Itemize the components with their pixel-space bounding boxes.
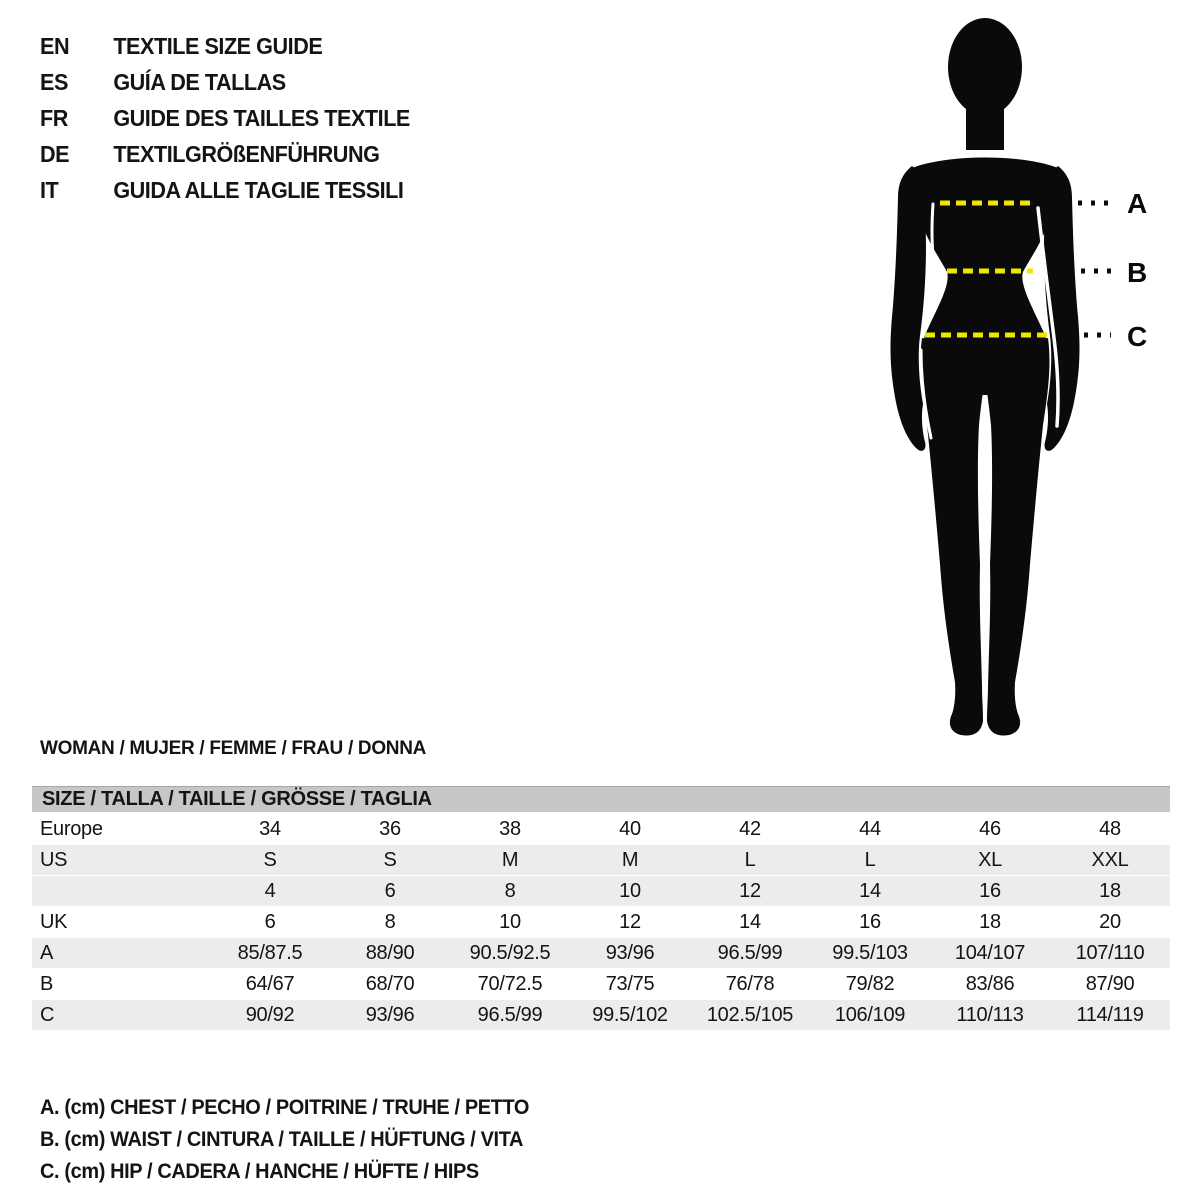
language-code: ES — [40, 68, 68, 95]
size-value: 12 — [619, 911, 641, 933]
language-title-list — [40, 28, 410, 208]
size-value: 93/96 — [365, 1004, 415, 1026]
size-value: M — [501, 849, 519, 871]
size-value: 83/86 — [965, 973, 1015, 995]
size-table-header: SIZE / TALLA / TAILLE / GRÖSSE / TAGLIA — [32, 786, 1170, 812]
size-value: 96.5/99 — [477, 1004, 543, 1026]
size-value: 14 — [739, 911, 761, 933]
woman-silhouette-figure — [855, 8, 1185, 743]
marker-label-c: C — [1127, 321, 1148, 352]
language-row — [40, 100, 410, 136]
woman-silhouette — [891, 18, 1080, 735]
size-value: 107/110 — [1075, 942, 1145, 964]
table-row — [32, 876, 1170, 906]
table-row — [32, 845, 1170, 875]
row-label: C — [40, 1004, 55, 1026]
language-code: EN — [40, 32, 70, 59]
size-value: 106/109 — [834, 1004, 906, 1026]
size-value: 110/113 — [956, 1004, 1024, 1026]
guide-title: TEXTILGRÖßENFÜHRUNG — [113, 140, 380, 167]
size-value: 104/107 — [954, 942, 1026, 964]
table-row — [32, 938, 1170, 968]
size-value: L — [864, 849, 876, 871]
size-value: XXL — [1091, 849, 1129, 871]
size-value: 8 — [504, 880, 516, 902]
size-value: 36 — [379, 818, 401, 840]
guide-title: GUIDA ALLE TAGLIE TESSILI — [113, 176, 404, 203]
size-value: 85/87.5 — [237, 942, 303, 964]
language-row — [40, 172, 410, 208]
size-value: 73/75 — [605, 973, 655, 995]
language-code: DE — [40, 140, 70, 167]
size-value: 20 — [1099, 911, 1121, 933]
language-row — [40, 64, 410, 100]
size-value: 99.5/102 — [592, 1004, 668, 1026]
size-value: 79/82 — [845, 973, 895, 995]
size-value: 64/67 — [245, 973, 295, 995]
size-value: 40 — [619, 818, 641, 840]
size-value: 16 — [859, 911, 881, 933]
row-label — [32, 876, 210, 906]
size-value: 76/78 — [725, 973, 775, 995]
row-label: B — [40, 973, 54, 995]
legend-line-waist: B. (cm) WAIST / CINTURA / TAILLE / HÜFTUNG / VITA — [40, 1128, 524, 1151]
size-table — [32, 786, 1170, 1030]
row-label: US — [40, 849, 68, 871]
size-value: 6 — [384, 880, 396, 902]
size-value: 8 — [384, 911, 396, 933]
table-row — [32, 814, 1170, 844]
size-value: 4 — [264, 880, 276, 902]
size-value: 114/119 — [1076, 1004, 1144, 1026]
size-value: M — [621, 849, 639, 871]
language-row — [40, 136, 410, 172]
size-value: 38 — [499, 818, 521, 840]
size-value: 34 — [259, 818, 281, 840]
marker-label-b: B — [1127, 257, 1148, 288]
size-value: 18 — [979, 911, 1001, 933]
size-value: 10 — [499, 911, 521, 933]
size-value: 90.5/92.5 — [469, 942, 551, 964]
legend-line-chest: A. (cm) CHEST / PECHO / POITRINE / TRUHE / PETTO — [40, 1096, 530, 1119]
size-value: 18 — [1099, 880, 1121, 902]
legend-line-hip: C. (cm) HIP / CADERA / HANCHE / HÜFTE / HIPS — [40, 1160, 479, 1183]
size-value: 48 — [1099, 818, 1121, 840]
guide-title: TEXTILE SIZE GUIDE — [113, 32, 323, 59]
size-value: 87/90 — [1085, 973, 1135, 995]
size-value: 88/90 — [365, 942, 415, 964]
size-value: 42 — [739, 818, 761, 840]
row-label: A — [40, 942, 54, 964]
row-label: UK — [40, 911, 68, 933]
size-value: 96.5/99 — [717, 942, 783, 964]
size-value: L — [744, 849, 756, 871]
guide-title: GUÍA DE TALLAS — [113, 68, 286, 95]
marker-label-a: A — [1127, 188, 1148, 219]
language-code: IT — [40, 176, 59, 203]
size-value: 90/92 — [245, 1004, 295, 1026]
size-value: S — [263, 849, 277, 871]
size-value: 102.5/105 — [706, 1004, 794, 1026]
table-row — [32, 969, 1170, 999]
size-value: S — [383, 849, 397, 871]
guide-title: GUIDE DES TAILLES TEXTILE — [113, 104, 410, 131]
table-row — [32, 1000, 1170, 1030]
size-value: XL — [978, 849, 1002, 871]
language-row — [40, 28, 410, 64]
size-value: 14 — [859, 880, 881, 902]
measurement-figure — [855, 8, 1185, 743]
row-label: Europe — [40, 818, 103, 840]
language-code: FR — [40, 104, 68, 131]
size-value: 12 — [739, 880, 761, 902]
size-value: 16 — [979, 880, 1001, 902]
size-value: 46 — [979, 818, 1001, 840]
size-value: 10 — [619, 880, 641, 902]
size-value: 93/96 — [605, 942, 655, 964]
size-value: 44 — [859, 818, 881, 840]
size-value: 99.5/103 — [832, 942, 908, 964]
table-row — [32, 907, 1170, 937]
measurement-legend — [40, 1092, 529, 1188]
size-value: 70/72.5 — [477, 973, 543, 995]
size-value: 6 — [264, 911, 276, 933]
size-table-body — [32, 814, 1170, 1030]
size-value: 68/70 — [365, 973, 415, 995]
section-title: WOMAN / MUJER / FEMME / FRAU / DONNA — [40, 738, 427, 759]
